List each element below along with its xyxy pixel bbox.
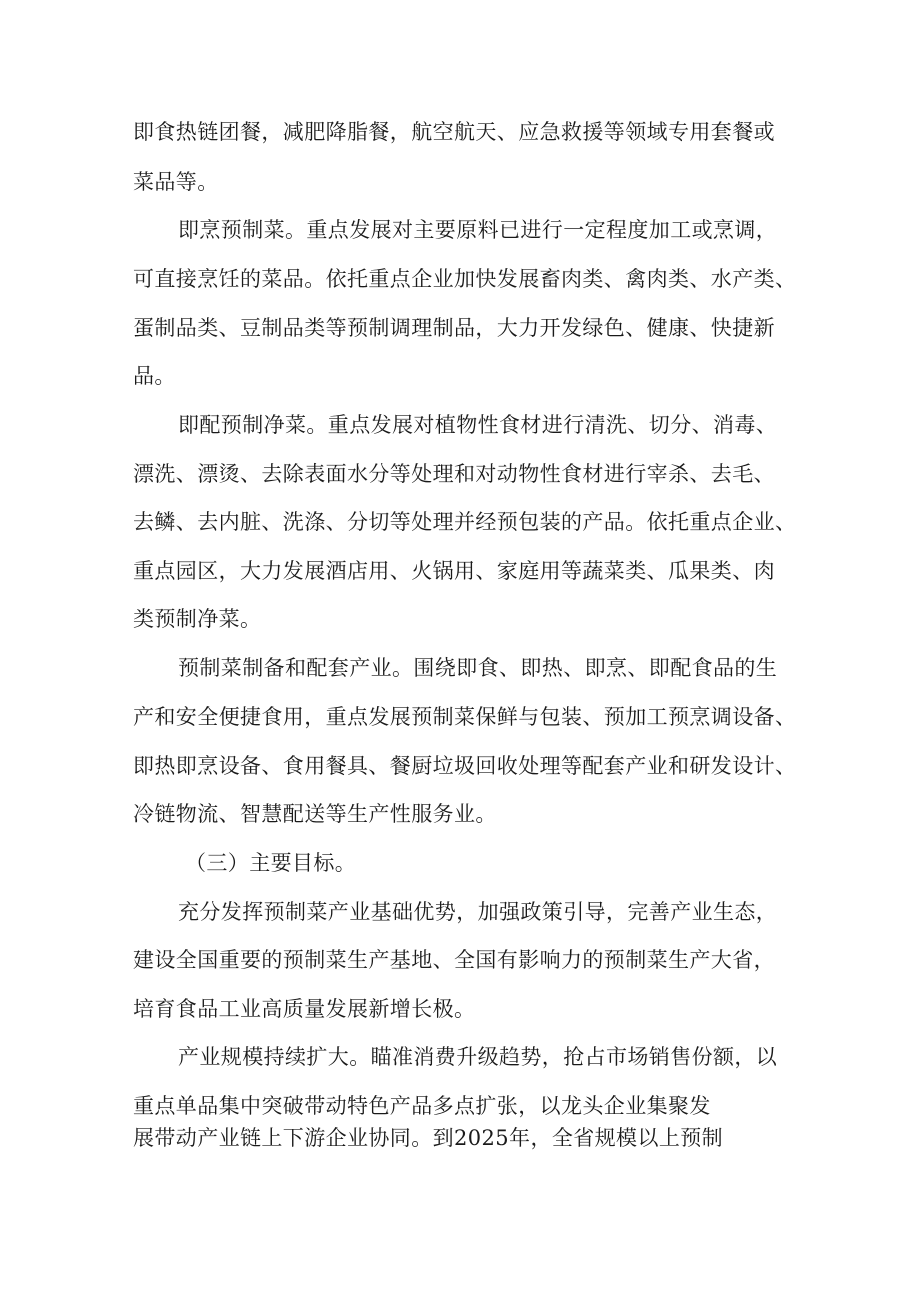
year-number: 2025 <box>454 1126 510 1150</box>
paragraph-line: 冷链物流、智慧配送等生产性服务业。 <box>133 802 497 826</box>
paragraph-line <box>133 1124 723 1152</box>
paragraph-line: 漂洗、漂烫、去除表面水分等处理和对动物性食材进行宰杀、去毛、 <box>133 462 775 486</box>
paragraph-line: 培育食品工业高质量发展新增长极。 <box>133 997 476 1021</box>
paragraph-line: 充分发挥预制菜产业基础优势，加强政策引导，完善产业生态， <box>178 900 778 924</box>
paragraph-line: 菜品等。 <box>133 170 219 194</box>
line-text: 展带动产业链上下游企业协同。到 <box>133 1126 454 1150</box>
paragraph-line: 重点园区，大力发展酒店用、火锅用、家庭用等蔬菜类、瓜果类、肉 <box>133 559 775 583</box>
paragraph-line: 产和安全便捷食用，重点发展预制菜保鲜与包装、预加工预烹调设备、 <box>133 705 797 729</box>
paragraph-line: 类预制净菜。 <box>133 607 262 631</box>
line-text: 年，全省规模以上预制 <box>509 1126 724 1150</box>
paragraph-line: 重点单品集中突破带动特色产品多点扩张，以龙头企业集聚发 <box>133 1094 711 1118</box>
paragraph-line: 产业规模持续扩大。瞄准消费升级趋势，抢占市场销售份额，以 <box>178 1045 778 1069</box>
paragraph-line: 即配预制净菜。重点发展对植物性食材进行清洗、切分、消毒、 <box>178 413 778 437</box>
paragraph-line: 建设全国重要的预制菜生产基地、全国有影响力的预制菜生产大省， <box>133 948 775 972</box>
paragraph-line: 品。 <box>133 364 176 388</box>
paragraph-line: 即烹预制菜。重点发展对主要原料已进行一定程度加工或烹调， <box>178 218 778 242</box>
paragraph-line: 预制菜制备和配套产业。围绕即食、即热、即烹、即配食品的生 <box>178 656 778 680</box>
paragraph-line: 可直接烹饪的菜品。依托重点企业加快发展畜肉类、禽肉类、水产类、 <box>133 267 797 291</box>
paragraph-line: 即食热链团餐，减肥降脂餐，航空航天、应急救援等领域专用套餐或 <box>133 120 775 144</box>
section-heading: （三）主要目标。 <box>185 851 357 875</box>
paragraph-line: 蛋制品类、豆制品类等预制调理制品，大力开发绿色、健康、快捷新 <box>133 316 775 340</box>
paragraph-line: 去鳞、去内脏、洗涤、分切等处理并经预包装的产品。依托重点企业、 <box>133 510 797 534</box>
paragraph-line: 即热即烹设备、食用餐具、餐厨垃圾回收处理等配套产业和研发设计、 <box>133 754 797 778</box>
